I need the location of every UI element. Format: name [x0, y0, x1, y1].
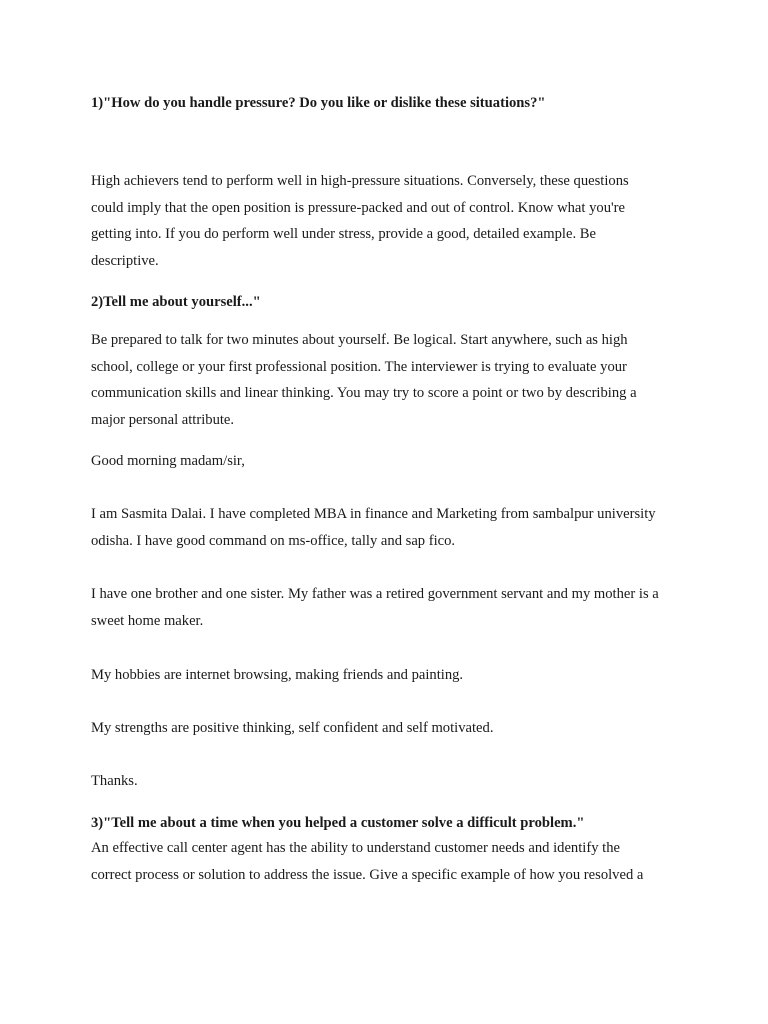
greeting	[91, 448, 691, 475]
answer-line: High achievers tend to perform well in high-pressure situations. Conversely, these questions	[91, 173, 629, 189]
answer-line: communication skills and linear thinking. You may try to score a point or two by describing a	[91, 385, 637, 401]
hobbies-paragraph	[91, 662, 691, 689]
answer-line: getting into. If you do perform well under stress, provide a good, detailed example. Be	[91, 226, 596, 242]
intro-line: odisha. I have good command on ms-office, tally and sap fico.	[91, 532, 456, 549]
answer-line: school, college or your first professional position. The interviewer is trying to evaluate your	[91, 358, 627, 375]
answer-line: major personal attribute.	[91, 411, 235, 428]
strengths-paragraph	[91, 715, 691, 742]
answer-line: Be prepared to talk for two minutes about yourself. Be logical. Start anywhere, such as high	[91, 332, 628, 348]
family-line: sweet home maker.	[91, 612, 204, 629]
hobbies-line: My hobbies are internet browsing, making friends and painting.	[91, 667, 464, 683]
closing-paragraph	[91, 768, 691, 795]
greeting-line: Good morning madam/sir,	[91, 453, 245, 469]
family-line: I have one brother and one sister. My father was a retired government servant and my mother is a	[91, 586, 659, 602]
question-1-answer	[91, 168, 691, 274]
question-2-heading: 2)Tell me about yourself..."	[91, 294, 261, 310]
answer-line: could imply that the open position is pressure-packed and out of control. Know what you're	[91, 199, 625, 216]
answer-line: correct process or solution to address the issue. Give a specific example of how you resolved a	[91, 866, 644, 883]
intro-paragraph	[91, 501, 691, 554]
question-1-heading: 1)"How do you handle pressure? Do you like or dislike these situations?"	[91, 95, 546, 111]
strengths-line: My strengths are positive thinking, self confident and self motivated.	[91, 720, 494, 736]
intro-line: I am Sasmita Dalai. I have completed MBA in finance and Marketing from sambalpur university	[91, 506, 656, 522]
answer-line: descriptive.	[91, 252, 159, 269]
answer-line: An effective call center agent has the ability to understand customer needs and identify the	[91, 840, 620, 856]
question-3-answer	[91, 835, 691, 888]
question-2-answer	[91, 327, 691, 433]
question-3-heading: 3)"Tell me about a time when you helped a customer solve a difficult problem."	[91, 815, 585, 831]
closing-line: Thanks.	[91, 773, 138, 789]
family-paragraph	[91, 581, 691, 634]
